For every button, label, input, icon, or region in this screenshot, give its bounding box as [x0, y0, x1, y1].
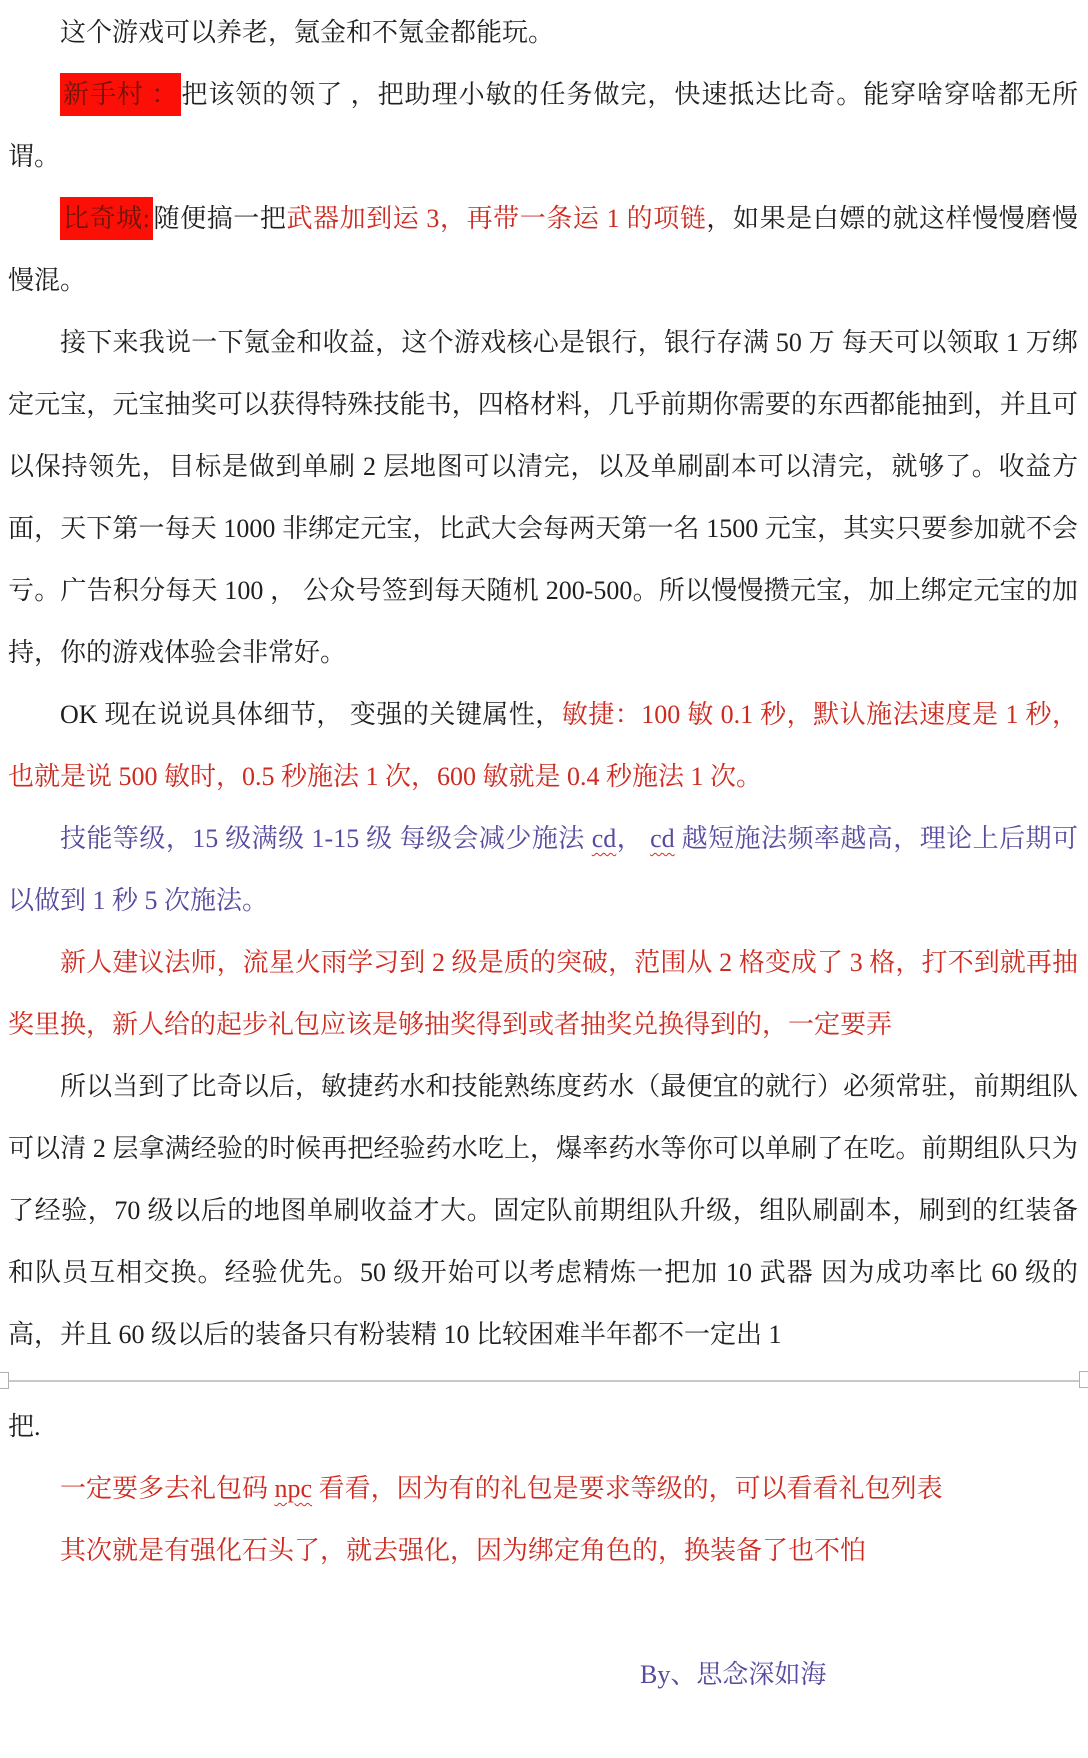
text-run-highlight: 新手村 ： [60, 73, 181, 116]
text-run-highlight: 比奇城: [60, 197, 153, 240]
text-run-black: OK 现在说说具体细节， 变强的关键属性， [60, 700, 562, 729]
text-run-black: 这个游戏可以养老，氪金和不氪金都能玩。 [60, 18, 555, 47]
text-run-black: 所以当到了比奇以后，敏捷药水和技能熟练度药水（最便宜的就行）必须常驻，前期组队可以清 2 层拿满经验的时候再把经验药水吃上，爆率药水等你可以单刷了在吃。前期组队只为了经验，70 级以后的地图单刷收益才大。固定队前期组队升级，组队刷副本，刷到的红装备和队员互相交换。经验优先。50 级开始可以考虑精炼一把加 10 武器 因为成功率比 60 级的高，并且 60 级以后的装备只有粉装精 10 比较困难半年都不一定出 1 [8, 1072, 1078, 1349]
paragraph-biqi-city [8, 188, 1078, 312]
text-run-red: 新人建议法师，流星火雨学习到 2 级是质的突破，范围从 2 格变成了 3 格，打不到就再抽奖里换，新人给的起步礼包应该是够抽奖得到或者抽奖兑换得到的，一定要弄 [8, 948, 1078, 1039]
text-run-purple-wavy: cd [591, 824, 617, 853]
paragraph-enhance-stone [8, 1520, 1078, 1582]
text-run-black: ，如果是白嫖的就这样慢慢磨慢慢混。 [8, 204, 1078, 295]
text-run-black: 把. [8, 1412, 41, 1441]
text-run-red: 敏捷：100 敏 0.1 秒，默认施法速度是 1 秒，也就是说 500 敏时，0.5 秒施法 1 次，600 敏就是 0.4 秒施法 1 次。 [8, 700, 1078, 791]
page-break-divider [0, 1370, 1088, 1392]
paragraph-gift-code-npc [8, 1458, 1078, 1520]
text-run-purple-wavy: cd [650, 824, 675, 853]
text-run-red: 武器加到运 3，再带一条运 1 的项链 [286, 204, 707, 233]
text-run-black: 接下来我说一下氪金和收益，这个游戏核心是银行，银行存满 50 万 每天可以领取 1 万绑定元宝，元宝抽奖可以获得特殊技能书，四格材料，几乎前期你需要的东西都能抽到，并且可以保持领先，目标是做到单刷 2 层地图可以清完，以及单刷副本可以清完，就够了。收益方面，天下第一每天 1000 非绑定元宝，比武大会每两天第一名 1500 元宝，其实只要参加就不会亏。广告积分每天 100 ， 公众号签到每天随机 200-500。所以慢慢攒元宝，加上绑定元宝的加持，你的游戏体验会非常好。 [8, 328, 1078, 667]
text-run-black: 把该领的领了 ，把助理小敏的任务做完，快速抵达比奇。能穿啥穿啥都无所谓。 [8, 80, 1078, 171]
paragraph-skill-level [8, 808, 1078, 932]
paragraph-agility-detail [8, 684, 1078, 808]
page-corner-mark-left [0, 1372, 9, 1389]
text-run-red: 其次就是有强化石头了，就去强化，因为绑定角色的，换装备了也不怕 [60, 1536, 867, 1565]
text-run-red: 看看，因为有的礼包是要求等级的，可以看看礼包列表 [312, 1474, 943, 1503]
text-run-purple: 技能等级，15 级满级 1-15 级 每级会减少施法 [60, 824, 592, 853]
paragraph-intro [8, 2, 1078, 64]
paragraph-newbie-mage-advice [8, 932, 1078, 1056]
text-run-purple: ， [616, 824, 651, 853]
page-break-line [0, 1380, 1088, 1382]
text-run-black: 随便搞一把 [152, 204, 287, 233]
page-corner-mark-right [1079, 1371, 1088, 1388]
signature: By、思念深如海 [640, 1660, 827, 1689]
paragraph-beginner-village [8, 64, 1078, 188]
paragraph-potions-teaming [8, 1056, 1078, 1366]
text-run-red: 一定要多去礼包码 [60, 1474, 275, 1503]
text-run-purple: 越短施法频率越高，理论上后期可以做到 1 秒 5 次施法。 [8, 824, 1078, 915]
paragraph-overflow-tail [8, 1396, 1078, 1458]
paragraph-krypton-income [8, 312, 1078, 684]
text-run-red-wavy: npc [274, 1474, 313, 1503]
document-body [8, 2, 1078, 1582]
